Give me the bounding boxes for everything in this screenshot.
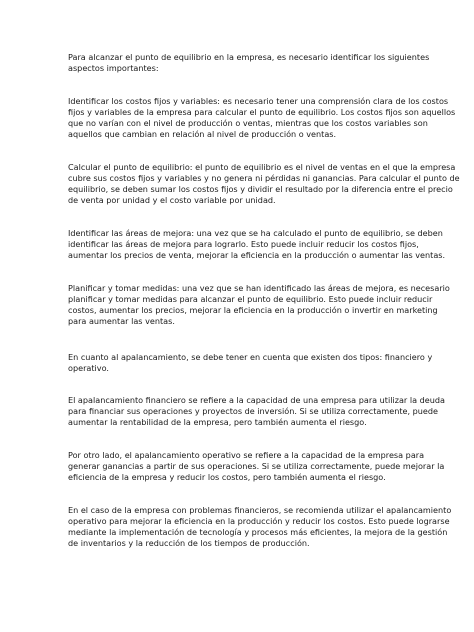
paragraph-apalancamiento-operativo: [68, 450, 445, 483]
text-line: de venta por unidad y el costo variable por unidad.: [68, 195, 276, 205]
paragraph-planificar-medidas: [68, 283, 450, 327]
paragraph-recomendacion: [68, 505, 452, 549]
text-line: aumentar la rentabilidad de la empresa, pero también aumenta el riesgo.: [68, 417, 367, 427]
text-line: Para alcanzar el punto de equilibrio en la empresa, es necesario identificar los siguientes: [68, 52, 430, 62]
text-line: planificar y tomar medidas para alcanzar el punto de equilibrio. Esto puede incluir reducir: [68, 294, 433, 304]
paragraph-tipos-apalancamiento: [68, 352, 433, 374]
text-line: generar ganancias a partir de sus operaciones. Si se utiliza correctamente, puede mejorar la: [68, 461, 445, 471]
text-line: operativo.: [68, 363, 109, 373]
text-line: El apalancamiento financiero se refiere a la capacidad de una empresa para utilizar la deuda: [68, 395, 445, 405]
text-line: identificar las áreas de mejora para lograrlo. Esto puede incluir reducir los costos fijos,: [68, 239, 419, 249]
text-line: que no varían con el nivel de producción o ventas, mientras que los costos variables son: [68, 118, 428, 128]
text-line: Identificar las áreas de mejora: una vez que se ha calculado el punto de equilibrio, se deben: [68, 228, 443, 238]
paragraph-intro: [68, 52, 430, 74]
text-line: cubre sus costos fijos y variables y no genera ni pérdidas ni ganancias. Para calcular el punto de: [68, 173, 460, 183]
text-line: Por otro lado, el apalancamiento operativo se refiere a la capacidad de la empresa para: [68, 450, 425, 460]
text-line: operativo para mejorar la eficiencia en la producción y reducir los costos. Esto puede lograrse: [68, 516, 450, 526]
paragraph-apalancamiento-financiero: [68, 395, 445, 428]
paragraph-areas-mejora: [68, 228, 446, 261]
text-line: aquellos que cambian en relación al nivel de producción o ventas.: [68, 129, 337, 139]
text-line: En el caso de la empresa con problemas financieros, se recomienda utilizar el apalancamiento: [68, 505, 452, 515]
text-line: para aumentar las ventas.: [68, 316, 175, 326]
text-line: En cuanto al apalancamiento, se debe tener en cuenta que existen dos tipos: financiero y: [68, 352, 433, 362]
paragraph-costos-fijos-variables: [68, 96, 456, 140]
text-line: Planificar y tomar medidas: una vez que se han identificado las áreas de mejora, es necesario: [68, 283, 450, 293]
text-line: mediante la implementación de tecnología y procesos más eficientes, la mejora de la gestión: [68, 527, 448, 537]
text-line: Calcular el punto de equilibrio: el punto de equilibrio es el nivel de ventas en el que la empresa: [68, 162, 456, 172]
text-line: Identificar los costos fijos y variables: es necesario tener una comprensión clara de los costos: [68, 96, 449, 106]
text-line: costos, aumentar los precios, mejorar la eficiencia en la producción o invertir en marketing: [68, 305, 438, 315]
paragraph-punto-equilibrio: [68, 162, 460, 206]
text-line: de inventarios y la reducción de los tiempos de producción.: [68, 538, 310, 548]
text-line: eficiencia de la empresa y reducir los costos, pero también aumenta el riesgo.: [68, 472, 386, 482]
text-line: para financiar sus operaciones y proyectos de inversión. Si se utiliza correctamente, puede: [68, 406, 438, 416]
text-line: fijos y variables de la empresa para calcular el punto de equilibrio. Los costos fijos son aquellos: [68, 107, 456, 117]
text-line: aspectos importantes:: [68, 63, 159, 73]
text-line: aumentar los precios de venta, mejorar la eficiencia en la producción o aumentar las ventas.: [68, 250, 446, 260]
text-line: equilibrio, se deben sumar los costos fijos y dividir el resultado por la diferencia entre el precio: [68, 184, 453, 194]
